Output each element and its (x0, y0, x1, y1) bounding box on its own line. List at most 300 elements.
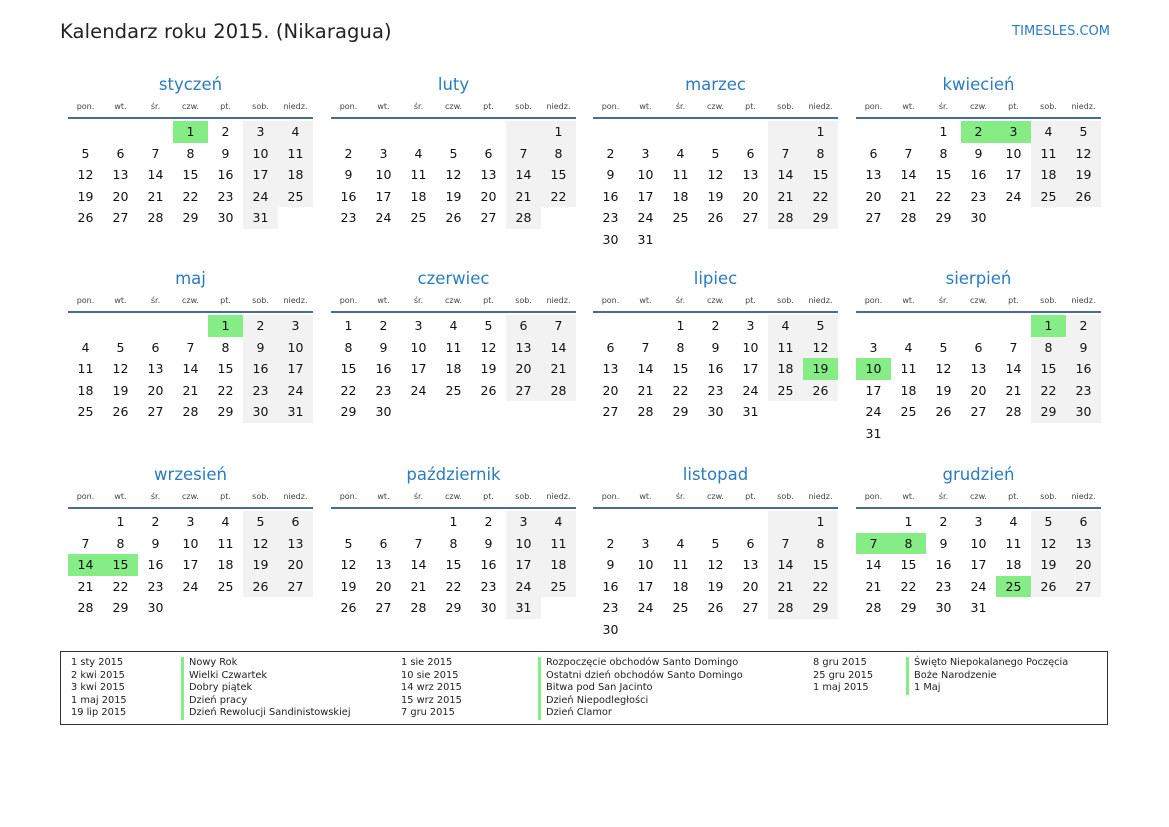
day-cell: 24 (506, 576, 541, 598)
month-name: październik (406, 465, 501, 484)
day-empty (436, 121, 471, 143)
day-cell: 14 (768, 164, 803, 186)
day-cell: 9 (221, 145, 230, 161)
day-cell: 29 (445, 600, 462, 616)
legend-holiday-name: Ostatni dzień obchodów Santo Domingo (538, 670, 743, 683)
day-cell: 4 (541, 511, 576, 533)
legend-holiday-name: Dzień Rewolucji Sandinistowskiej (181, 707, 351, 720)
day-empty (331, 121, 366, 143)
legend-holiday-name: Dobry piątek (181, 682, 351, 695)
day-cell: 17 (637, 188, 654, 204)
weekday-label: śr. (413, 102, 424, 111)
day-cell: 28 (865, 600, 882, 616)
day-cell: 18 (1031, 164, 1066, 186)
day-cell: 6 (606, 339, 615, 355)
day-empty (593, 121, 628, 143)
weekday-label: wt. (114, 102, 127, 111)
day-cell: 16 (935, 557, 952, 573)
day-cell: 10 (375, 167, 392, 183)
day-cell: 20 (970, 382, 987, 398)
holiday-day: 14 (68, 554, 103, 576)
day-cell: 14 (147, 167, 164, 183)
day-cell: 5 (1066, 121, 1101, 143)
day-cell: 27 (742, 600, 759, 616)
day-empty (471, 121, 506, 143)
day-cell: 19 (445, 188, 462, 204)
weekday-header (331, 100, 576, 114)
day-cell: 7 (151, 145, 160, 161)
day-cell: 4 (1031, 121, 1066, 143)
weekday-label: wt. (902, 102, 915, 111)
weekday-label: śr. (938, 102, 949, 111)
day-cell: 8 (803, 533, 838, 555)
weekday-label: wt. (377, 296, 390, 305)
day-cell: 6 (116, 145, 125, 161)
day-cell: 25 (445, 382, 462, 398)
weekday-label: wt. (902, 296, 915, 305)
day-cell: 19 (1066, 164, 1101, 186)
day-cell: 19 (112, 382, 129, 398)
weekday-label: wt. (902, 492, 915, 501)
day-cell: 23 (375, 382, 392, 398)
day-empty (733, 121, 768, 143)
weekday-label: pon. (864, 296, 883, 305)
day-cell: 29 (803, 207, 838, 229)
weekday-label: wt. (377, 102, 390, 111)
day-cell: 25 (672, 600, 689, 616)
weekday-label: niedz. (1071, 296, 1096, 305)
day-cell: 21 (147, 188, 164, 204)
legend-holiday-name: Dzień Niepodległości (538, 695, 743, 708)
day-cell: 20 (375, 578, 392, 594)
month-8 (856, 268, 1101, 445)
day-cell: 25 (541, 576, 576, 598)
day-cell: 6 (1066, 511, 1101, 533)
day-cell: 2 (243, 315, 278, 337)
weekday-header (68, 294, 313, 308)
day-cell: 1 (676, 318, 685, 333)
holiday-day: 8 (891, 533, 926, 555)
day-cell: 26 (243, 576, 278, 598)
day-cell: 3 (869, 339, 878, 355)
legend-holiday-name: Rozpoczęcie obchodów Santo Domingo (538, 657, 743, 670)
day-cell: 16 (147, 557, 164, 573)
day-cell: 15 (445, 557, 462, 573)
month-divider (68, 311, 313, 313)
day-cell: 6 (746, 145, 755, 161)
day-cell: 18 (278, 164, 313, 186)
weekday-label: pon. (601, 492, 620, 501)
month-name: luty (437, 75, 470, 94)
weekday-label: czw. (970, 492, 987, 501)
day-empty (138, 315, 173, 337)
day-cell: 24 (278, 380, 313, 402)
day-cell: 30 (935, 600, 952, 616)
day-cell: 25 (278, 186, 313, 208)
day-cell: 18 (672, 578, 689, 594)
day-grid (856, 511, 1101, 619)
day-cell: 9 (1066, 337, 1101, 359)
day-cell: 20 (742, 188, 759, 204)
day-cell: 13 (278, 533, 313, 555)
day-cell: 26 (1031, 576, 1066, 598)
day-cell: 25 (77, 404, 94, 420)
day-cell: 11 (278, 143, 313, 165)
month-name: czerwiec (417, 269, 490, 288)
weekday-label: czw. (182, 296, 199, 305)
month-6 (331, 268, 576, 423)
day-cell: 3 (641, 145, 650, 161)
day-cell: 30 (602, 231, 619, 247)
weekday-label: pon. (601, 296, 620, 305)
day-cell: 27 (506, 380, 541, 402)
day-cell: 16 (707, 361, 724, 377)
month-11 (593, 464, 838, 641)
day-cell: 8 (939, 145, 948, 161)
day-cell: 4 (676, 145, 685, 161)
day-cell: 27 (1066, 576, 1101, 598)
day-grid (856, 121, 1101, 229)
day-cell: 5 (711, 535, 720, 551)
day-cell: 29 (672, 404, 689, 420)
day-cell: 2 (606, 145, 615, 161)
weekday-label: niedz. (283, 102, 308, 111)
day-cell: 10 (637, 557, 654, 573)
day-cell: 9 (606, 167, 615, 183)
day-cell: 5 (484, 318, 493, 333)
day-cell: 12 (935, 361, 952, 377)
legend-holiday-name: Dzień Clamor (538, 707, 743, 720)
day-cell: 29 (803, 597, 838, 619)
day-cell: 23 (243, 380, 278, 402)
day-cell: 28 (147, 210, 164, 226)
weekday-label: pt. (220, 102, 231, 111)
day-cell: 31 (506, 597, 541, 619)
day-cell: 16 (602, 578, 619, 594)
day-cell: 30 (243, 401, 278, 423)
day-empty (768, 511, 803, 533)
month-divider (593, 507, 838, 509)
day-cell: 25 (672, 210, 689, 226)
day-cell: 1 (904, 514, 913, 529)
day-cell: 2 (221, 124, 230, 139)
holiday-day: 15 (103, 554, 138, 576)
day-cell: 26 (445, 210, 462, 226)
day-cell: 4 (449, 318, 458, 333)
day-empty (628, 121, 663, 143)
day-cell: 11 (672, 167, 689, 183)
day-cell: 27 (970, 404, 987, 420)
day-cell: 9 (379, 339, 388, 355)
day-cell: 24 (637, 600, 654, 616)
day-cell: 19 (707, 188, 724, 204)
day-cell: 7 (414, 535, 423, 551)
weekday-header (856, 294, 1101, 308)
day-cell: 29 (217, 404, 234, 420)
day-cell: 17 (1005, 167, 1022, 183)
day-cell: 18 (217, 557, 234, 573)
day-cell: 20 (147, 382, 164, 398)
day-cell: 13 (112, 167, 129, 183)
day-cell: 10 (410, 339, 427, 355)
page-title: Kalendarz roku 2015. (Nikaragua) (60, 20, 392, 43)
day-empty (173, 315, 208, 337)
weekday-label: pon. (339, 492, 358, 501)
legend-date: 2 kwi 2015 (71, 669, 125, 681)
day-cell: 21 (637, 382, 654, 398)
day-empty (961, 315, 996, 337)
day-cell: 11 (672, 557, 689, 573)
weekday-label: czw. (445, 102, 462, 111)
day-cell: 30 (602, 621, 619, 637)
day-cell: 13 (480, 167, 497, 183)
day-cell: 24 (243, 186, 278, 208)
day-cell: 15 (672, 361, 689, 377)
day-cell: 21 (865, 578, 882, 594)
weekday-label: sob. (1040, 296, 1057, 305)
month-name: marzec (685, 75, 746, 94)
month-name: grudzień (942, 465, 1015, 484)
day-cell: 27 (480, 210, 497, 226)
day-cell: 22 (1031, 380, 1066, 402)
legend-date: 25 gru 2015 (813, 669, 874, 681)
day-cell: 8 (221, 339, 230, 355)
day-cell: 15 (541, 164, 576, 186)
weekday-label: sob. (252, 492, 269, 501)
legend-date: 1 sty 2015 (71, 657, 124, 668)
day-cell: 4 (1009, 514, 1018, 529)
weekday-header (68, 100, 313, 114)
day-cell: 1 (803, 511, 838, 533)
day-cell: 5 (344, 535, 353, 551)
month-name: wrzesień (154, 465, 227, 484)
day-cell: 17 (375, 188, 392, 204)
day-cell: 1 (449, 514, 458, 529)
day-cell: 30 (707, 404, 724, 420)
day-cell: 26 (803, 380, 838, 402)
weekday-label: czw. (445, 492, 462, 501)
day-cell: 18 (77, 382, 94, 398)
holiday-day: 19 (803, 358, 838, 380)
weekday-label: czw. (182, 492, 199, 501)
weekday-label: czw. (970, 296, 987, 305)
day-cell: 15 (340, 361, 357, 377)
day-cell: 28 (506, 207, 541, 229)
day-cell: 3 (641, 535, 650, 551)
day-cell: 26 (480, 382, 497, 398)
day-cell: 30 (375, 404, 392, 420)
day-cell: 19 (935, 382, 952, 398)
legend-date: 1 maj 2015 (813, 682, 869, 694)
day-grid (331, 315, 576, 423)
day-empty (68, 315, 103, 337)
weekday-label: sob. (777, 102, 794, 111)
legend-date: 1 maj 2015 (71, 694, 127, 706)
weekday-header (856, 490, 1101, 504)
weekday-header (331, 490, 576, 504)
day-cell: 8 (541, 143, 576, 165)
weekday-label: pt. (483, 102, 494, 111)
day-grid (856, 315, 1101, 445)
day-cell: 5 (116, 339, 125, 355)
day-cell: 5 (711, 145, 720, 161)
day-cell: 25 (410, 210, 427, 226)
weekday-header (331, 294, 576, 308)
month-divider (856, 311, 1101, 313)
day-cell: 13 (375, 557, 392, 573)
day-cell: 4 (81, 339, 90, 355)
legend-holiday-name: Dzień pracy (181, 695, 351, 708)
weekday-label: pt. (220, 492, 231, 501)
day-cell: 21 (506, 186, 541, 208)
day-empty (768, 121, 803, 143)
day-cell: 12 (480, 339, 497, 355)
day-cell: 1 (344, 318, 353, 333)
day-cell: 20 (865, 188, 882, 204)
day-cell: 27 (602, 404, 619, 420)
weekday-label: czw. (707, 296, 724, 305)
day-cell: 24 (742, 382, 759, 398)
day-cell: 27 (865, 210, 882, 226)
day-cell: 25 (900, 404, 917, 420)
day-cell: 9 (939, 535, 948, 551)
day-cell: 24 (865, 404, 882, 420)
day-cell: 28 (541, 380, 576, 402)
weekday-label: wt. (639, 296, 652, 305)
day-cell: 7 (186, 339, 195, 355)
day-cell: 11 (768, 337, 803, 359)
day-cell: 13 (602, 361, 619, 377)
day-cell: 15 (900, 557, 917, 573)
day-cell: 7 (506, 143, 541, 165)
day-cell: 15 (803, 554, 838, 576)
weekday-label: śr. (938, 492, 949, 501)
day-cell: 21 (182, 382, 199, 398)
month-name: lipiec (693, 269, 738, 288)
day-cell: 23 (602, 600, 619, 616)
weekday-label: niedz. (1071, 102, 1096, 111)
weekday-label: niedz. (546, 296, 571, 305)
day-cell: 17 (970, 557, 987, 573)
month-5 (68, 268, 313, 423)
day-empty (68, 121, 103, 143)
day-cell: 14 (506, 164, 541, 186)
day-cell: 7 (81, 535, 90, 551)
day-cell: 3 (186, 514, 195, 529)
weekday-label: wt. (114, 492, 127, 501)
day-cell: 23 (707, 382, 724, 398)
weekday-label: pt. (483, 296, 494, 305)
weekday-label: pt. (1008, 102, 1019, 111)
weekday-label: pt. (483, 492, 494, 501)
day-cell: 5 (939, 339, 948, 355)
day-cell: 31 (865, 425, 882, 441)
day-cell: 19 (1031, 554, 1066, 576)
day-cell: 8 (803, 143, 838, 165)
day-cell: 22 (112, 578, 129, 594)
weekday-label: wt. (639, 492, 652, 501)
weekday-label: czw. (182, 102, 199, 111)
day-cell: 14 (541, 337, 576, 359)
day-cell: 10 (742, 339, 759, 355)
day-cell: 12 (340, 557, 357, 573)
day-cell: 5 (243, 511, 278, 533)
month-name: styczeń (158, 75, 223, 94)
day-cell: 21 (410, 578, 427, 594)
weekday-label: pon. (76, 492, 95, 501)
day-empty (138, 121, 173, 143)
weekday-label: niedz. (808, 492, 833, 501)
day-cell: 7 (541, 315, 576, 337)
day-cell: 4 (676, 535, 685, 551)
day-cell: 5 (449, 145, 458, 161)
month-name: sierpień (945, 269, 1012, 288)
day-cell: 22 (900, 578, 917, 594)
month-divider (331, 507, 576, 509)
weekday-label: sob. (252, 296, 269, 305)
day-empty (663, 121, 698, 143)
legend-holiday-name: Wielki Czwartek (181, 670, 351, 683)
day-cell: 16 (602, 188, 619, 204)
day-cell: 30 (217, 210, 234, 226)
day-empty (628, 315, 663, 337)
day-cell: 7 (1009, 339, 1018, 355)
legend-date: 10 sie 2015 (401, 669, 459, 681)
day-cell: 29 (900, 600, 917, 616)
weekday-label: sob. (1040, 102, 1057, 111)
day-cell: 10 (506, 533, 541, 555)
day-cell: 31 (637, 231, 654, 247)
day-cell: 7 (904, 145, 913, 161)
legend-dates-col-1 (71, 657, 127, 720)
day-cell: 5 (1031, 511, 1066, 533)
day-cell: 16 (1066, 358, 1101, 380)
day-cell: 12 (707, 167, 724, 183)
day-cell: 15 (1031, 358, 1066, 380)
day-cell: 19 (340, 578, 357, 594)
day-cell: 28 (637, 404, 654, 420)
brand-link[interactable]: TIMESLES.COM (1012, 24, 1110, 39)
day-cell: 13 (147, 361, 164, 377)
day-cell: 21 (768, 576, 803, 598)
weekday-label: pt. (745, 492, 756, 501)
day-cell: 28 (900, 210, 917, 226)
day-cell: 28 (1005, 404, 1022, 420)
day-cell: 21 (900, 188, 917, 204)
day-cell: 16 (375, 361, 392, 377)
day-cell: 29 (340, 404, 357, 420)
day-cell: 20 (742, 578, 759, 594)
day-cell: 17 (410, 361, 427, 377)
weekday-label: niedz. (1071, 492, 1096, 501)
day-grid (593, 315, 838, 423)
day-cell: 10 (1005, 145, 1022, 161)
day-cell: 12 (77, 167, 94, 183)
day-cell: 2 (344, 145, 353, 161)
day-empty (698, 121, 733, 143)
month-4 (856, 74, 1101, 229)
day-cell: 30 (1066, 401, 1101, 423)
day-cell: 14 (182, 361, 199, 377)
day-cell: 23 (935, 578, 952, 594)
weekday-label: pon. (76, 296, 95, 305)
day-empty (103, 121, 138, 143)
day-cell: 4 (278, 121, 313, 143)
weekday-label: pt. (745, 296, 756, 305)
weekday-label: śr. (413, 296, 424, 305)
day-cell: 10 (637, 167, 654, 183)
day-cell: 18 (445, 361, 462, 377)
